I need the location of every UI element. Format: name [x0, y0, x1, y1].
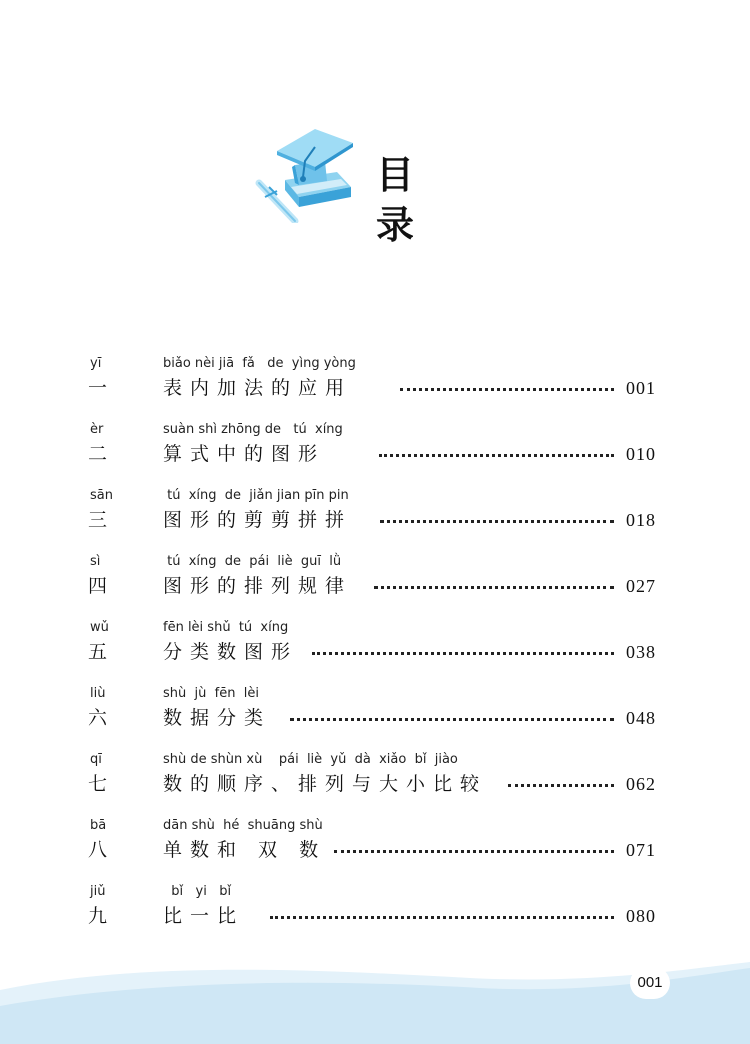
toc-number: 七 [88, 773, 108, 795]
toc-entry[interactable] [0, 488, 750, 548]
toc-entry[interactable] [0, 686, 750, 746]
toc-number-pinyin: qī [90, 752, 102, 767]
toc-page-number: 010 [626, 444, 656, 464]
toc-number: 八 [88, 839, 108, 861]
toc-entry[interactable] [0, 422, 750, 482]
toc-title: 算式中的图形 [163, 443, 326, 465]
toc-number-pinyin: sì [90, 554, 101, 569]
toc-number: 三 [88, 509, 108, 531]
toc-title: 表内加法的应用 [163, 377, 353, 399]
toc-number-pinyin: jiǔ [90, 884, 106, 899]
toc-entry[interactable] [0, 884, 750, 944]
toc-title-pinyin: biǎo nèi jiā fǎ de yìng yòng [163, 356, 356, 371]
toc-number-pinyin: yī [90, 356, 102, 371]
toc-title: 分类数图形 [163, 641, 299, 663]
graduation-cap-on-books-icon [255, 125, 355, 223]
toc-title: 数据分类 [163, 707, 272, 729]
dot-leader [290, 718, 614, 721]
dot-leader [380, 520, 614, 523]
toc-title-pinyin: tú xíng de jiǎn jian pīn pin [163, 488, 349, 503]
toc-title: 比一比 [163, 905, 245, 927]
page-title: 目 录 [376, 153, 443, 247]
dot-leader [508, 784, 614, 787]
toc-number: 六 [88, 707, 108, 729]
toc-title-pinyin: fēn lèi shǔ tú xíng [163, 620, 289, 635]
toc-number-pinyin: sān [90, 488, 113, 503]
toc-page-number: 071 [626, 840, 656, 860]
toc-number: 四 [88, 575, 108, 597]
dot-leader [312, 652, 614, 655]
toc-title: 单数和 双 数 [163, 839, 327, 861]
toc-title-pinyin: bǐ yi bǐ [163, 884, 232, 899]
toc-page-number: 062 [626, 774, 656, 794]
toc-number: 一 [88, 377, 108, 399]
toc-number: 五 [88, 641, 108, 663]
toc-title: 图形的排列规律 [163, 575, 353, 597]
toc-number-pinyin: wǔ [90, 620, 109, 635]
toc-entry[interactable] [0, 620, 750, 680]
dot-leader [400, 388, 614, 391]
toc-number-pinyin: èr [90, 422, 104, 437]
toc-title-pinyin: tú xíng de pái liè guī lǜ [163, 554, 342, 569]
toc-number-pinyin: liù [90, 686, 106, 701]
dot-leader [270, 916, 614, 919]
toc-page-number: 048 [626, 708, 656, 728]
toc-entry[interactable] [0, 554, 750, 614]
toc-page-number: 080 [626, 906, 656, 926]
toc-title: 图形的剪剪拼拼 [163, 509, 353, 531]
toc-page-number: 001 [626, 378, 656, 398]
toc-number: 二 [88, 443, 108, 465]
dot-leader [334, 850, 614, 853]
toc-entry[interactable] [0, 818, 750, 878]
toc-entry[interactable] [0, 356, 750, 416]
toc-title-pinyin: shù jù fēn lèi [163, 686, 259, 701]
toc-title-pinyin: shù de shùn xù pái liè yǔ dà xiǎo bǐ jiào [163, 752, 458, 767]
toc-entry[interactable] [0, 752, 750, 812]
toc-title: 数的顺序、排列与大小比较 [163, 773, 488, 795]
toc-title-pinyin: suàn shì zhōng de tú xíng [163, 422, 343, 437]
toc-page-number: 038 [626, 642, 656, 662]
toc-page-number: 027 [626, 576, 656, 596]
toc-number-pinyin: bā [90, 818, 107, 833]
toc-page-number: 018 [626, 510, 656, 530]
toc-number: 九 [88, 905, 108, 927]
dot-leader [379, 454, 614, 457]
dot-leader [374, 586, 614, 589]
toc-title-pinyin: dān shù hé shuāng shù [163, 818, 323, 833]
page-number: 001 [630, 967, 670, 999]
